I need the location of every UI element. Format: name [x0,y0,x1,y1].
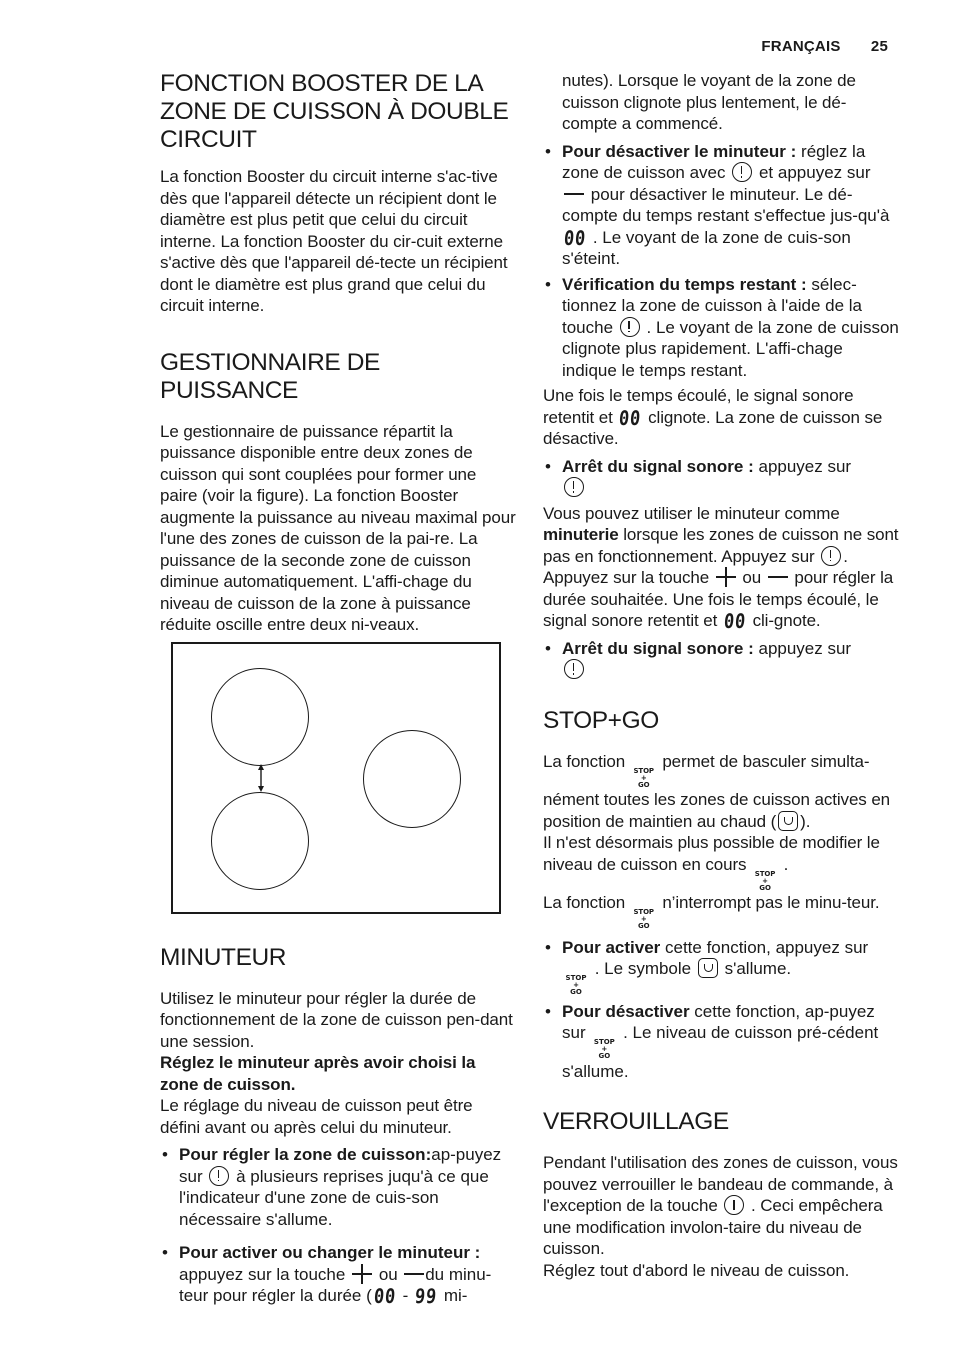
sg-bot: GO [759,883,771,892]
stop-go-icon [752,870,778,892]
text: ou [378,1264,398,1284]
bullet-deactivate-timer [543,141,899,270]
text: appuyez sur [758,638,852,658]
sg-bot: GO [637,780,650,789]
timer-body-2: Le réglage du niveau de cuisson peut être défini avant ou après celui du minuteur. [160,1096,473,1137]
text: s'allume. [724,959,792,978]
heading: Pour désactiver [562,1001,690,1021]
timer-icon [564,659,584,679]
heading: Arrêt du signal sonore : [562,638,754,658]
bullet-stop-signal [543,456,899,499]
sg-mid: + [762,876,768,885]
text: réglez la zone de cuisson avec [562,141,866,182]
bullet-set-zone [160,1144,516,1230]
minus-icon [768,567,788,587]
lock-paragraph [543,1152,899,1260]
display-zero: 00 [372,1284,397,1308]
bold-text: minuterie [543,525,619,544]
heading: Arrêt du signal sonore : [562,456,754,476]
bullet-deactivate-stopgo [543,1001,899,1083]
text: cette fonction, ap-puyez sur [562,1001,875,1042]
sg-bot: GO [570,988,582,996]
timer-title: MINUTEUR [160,943,287,971]
text: clignote. La zone de cuisson se désactive. [543,407,883,448]
sg-top: STOP [633,766,654,775]
text: pour régler la durée souhaitée. Une fois le temps écoulé, le signal sonore retentit et [543,568,894,630]
text: du minu-teur pour régler la durée ( [179,1264,492,1305]
text: mi- [443,1286,468,1305]
timer-continued: nutes). Lorsque le voyant de la zone de cuisson clignote plus lentement, le dé-compte a commencé. [562,71,856,133]
stopgo-title: STOP+GO [543,706,659,734]
keep-warm-icon [778,811,798,831]
text: lorsque les zones de cuisson ne sont pas en fonctionnement. Appuyez sur [543,525,899,566]
lock-paragraph-2: Réglez tout d'abord le niveau de cuisson. [543,1260,850,1280]
display-zero: 00 [722,609,748,633]
text: . Le voyant de la zone de cuisson clignote plus rapidement. L'affi-chage indique le temps restant. [562,317,899,380]
heading: Pour activer [562,937,661,957]
sg-top: STOP [565,974,587,982]
stop-go-icon [591,1039,617,1061]
booster-body: La fonction Booster du circuit interne s'ac-tive dès que l'appareil détecte un récipient dont le diamètre est plus petit que celui du circuit interne. La fonction Booster du cir-cuit externe s'active dès que l'appareil dé-tecte un récipient dont le diamètre est plus grand que celui du circuit interne. [160,167,508,315]
cooking-zone-top-left [211,668,309,766]
text: cli-gnote. [752,611,821,630]
page-header [761,38,888,55]
text: ou [742,568,762,587]
lock-title: VERROUILLAGE [543,1108,729,1135]
timer-icon [564,477,584,497]
timer-icon [209,1166,229,1186]
language-label: FRANÇAIS [761,38,841,55]
text: pour désactiver le minuteur. Le dé-compte du temps restant s'effectue jus-qu'à [562,184,890,225]
text: . Appuyez sur la touche [543,546,848,587]
text: Il n'est désormais plus possible de modifier le niveau de cuisson en cours [543,833,880,874]
minus-icon [404,1264,418,1284]
page-number: 25 [870,38,888,55]
cooking-zone-bottom-left [211,792,309,890]
sg-bot: GO [637,922,650,930]
cooking-zone-right [363,730,461,828]
text: La fonction [543,751,626,771]
timer-icon [821,546,841,566]
bullet-stop-signal-2 [543,638,899,681]
text: Vous pouvez utiliser le minuteur comme [543,503,840,523]
power-manager-title: GESTIONNAIRE DE PUISSANCE [160,348,380,404]
text: et appuyez sur [758,163,871,182]
power-icon [724,1195,744,1215]
display-zero: 00 [562,225,588,250]
text: Pendant l'utilisation des zones de cuisson, vous pouvez verrouiller le bandeau de commande, à l'exception de la touche [543,1153,898,1215]
sg-mid: + [640,773,647,782]
text: - [402,1286,409,1305]
text: cette fonction, appuyez sur [665,937,869,957]
sg-top: STOP [633,908,654,916]
stop-go-icon [631,767,657,789]
keep-warm-icon [698,958,718,978]
sg-bot: GO [598,1052,611,1060]
sg-top: STOP [593,1038,615,1046]
time-elapsed-paragraph [543,385,899,450]
timer-body: Utilisez le minuteur pour régler la durée de fonctionnement de la zone de cuisson pen-dant une session. [160,988,513,1051]
bullet-set-zone-heading: Pour régler la zone de cuisson: [179,1145,432,1164]
plus-icon [716,567,736,587]
pair-arrow-icon [253,764,269,792]
timer-icon [732,162,752,182]
left-column [160,70,516,1311]
timer-bold-note: Réglez le minuteur après avoir choisi la zone de cuisson. [160,1053,476,1094]
bullet-activate-timer-heading: Pour activer ou changer le minuteur : [179,1243,481,1262]
text: . Le voyant de la zone de cuis-son s'éteint. [562,227,851,268]
text: permet de basculer simulta-nément toutes les zones de cuisson actives en position de maintien au chaud ( [543,751,891,831]
heading: Vérification du temps restant : [562,274,807,294]
display-max: 99 [413,1284,439,1308]
text: ap-puyez sur [179,1145,502,1186]
text: Une fois le temps écoulé, le signal sonore retentit et [543,386,854,427]
sg-mid: + [601,1045,608,1053]
bullet-activate-timer [160,1242,516,1307]
text: sélec-tionnez la zone de cuisson à l'aide de la touche [562,274,863,337]
text: à plusieurs reprises juqu'à ce que l'indicateur d'une zone de cuis-son nécessaire s'allume. [179,1166,489,1229]
text: appuyez sur [758,456,852,476]
hob-figure [171,642,501,914]
minus-icon [564,184,584,204]
booster-title: FONCTION BOOSTER DE LA ZONE DE CUISSON À DOUBLE CIRCUIT [160,70,509,153]
stopgo-paragraph-2 [543,832,899,892]
sg-top: STOP [754,869,776,878]
text: . Le niveau de cuisson pré-cédent s'allume. [562,1023,879,1081]
power-manager-body: Le gestionnaire de puissance répartit la puissance disponible entre deux zones de cuisson qui sont couplées pour former une paire (voir la figure). La fonction Booster augmente la puissance au niveau maximal pour l'une des zones de cuisson de la pai-re. La puissance de la seconde zone de cuisson diminue automatiquement. L'affi-chage du niveau de cuisson de la zone à puissance réduite oscille entre deux ni-veaux. [160,421,516,634]
text: La fonction [543,893,626,912]
text: . [783,854,789,874]
stop-go-icon [631,909,657,931]
text: appuyez sur la touche [179,1264,346,1284]
timer-icon [620,317,640,337]
sg-mid: + [640,915,647,923]
text: ). [800,811,811,831]
text: . Le symbole [594,959,692,978]
text: . Ceci empêchera une modification involon-taire du niveau de cuisson. [543,1196,883,1258]
minute-minder-paragraph [543,503,899,632]
stopgo-paragraph-3 [543,892,899,931]
sg-mid: + [573,981,579,989]
stopgo-paragraph-1 [543,751,899,833]
bullet-check-remaining [543,274,899,382]
bullet-activate-stopgo [543,937,899,997]
right-column [543,70,899,1281]
plus-icon [352,1264,372,1284]
heading: Pour désactiver le minuteur : [562,141,797,161]
text: n’interrompt pas le minu-teur. [662,893,880,912]
stop-go-icon [563,975,589,997]
display-zero: 00 [618,405,643,430]
